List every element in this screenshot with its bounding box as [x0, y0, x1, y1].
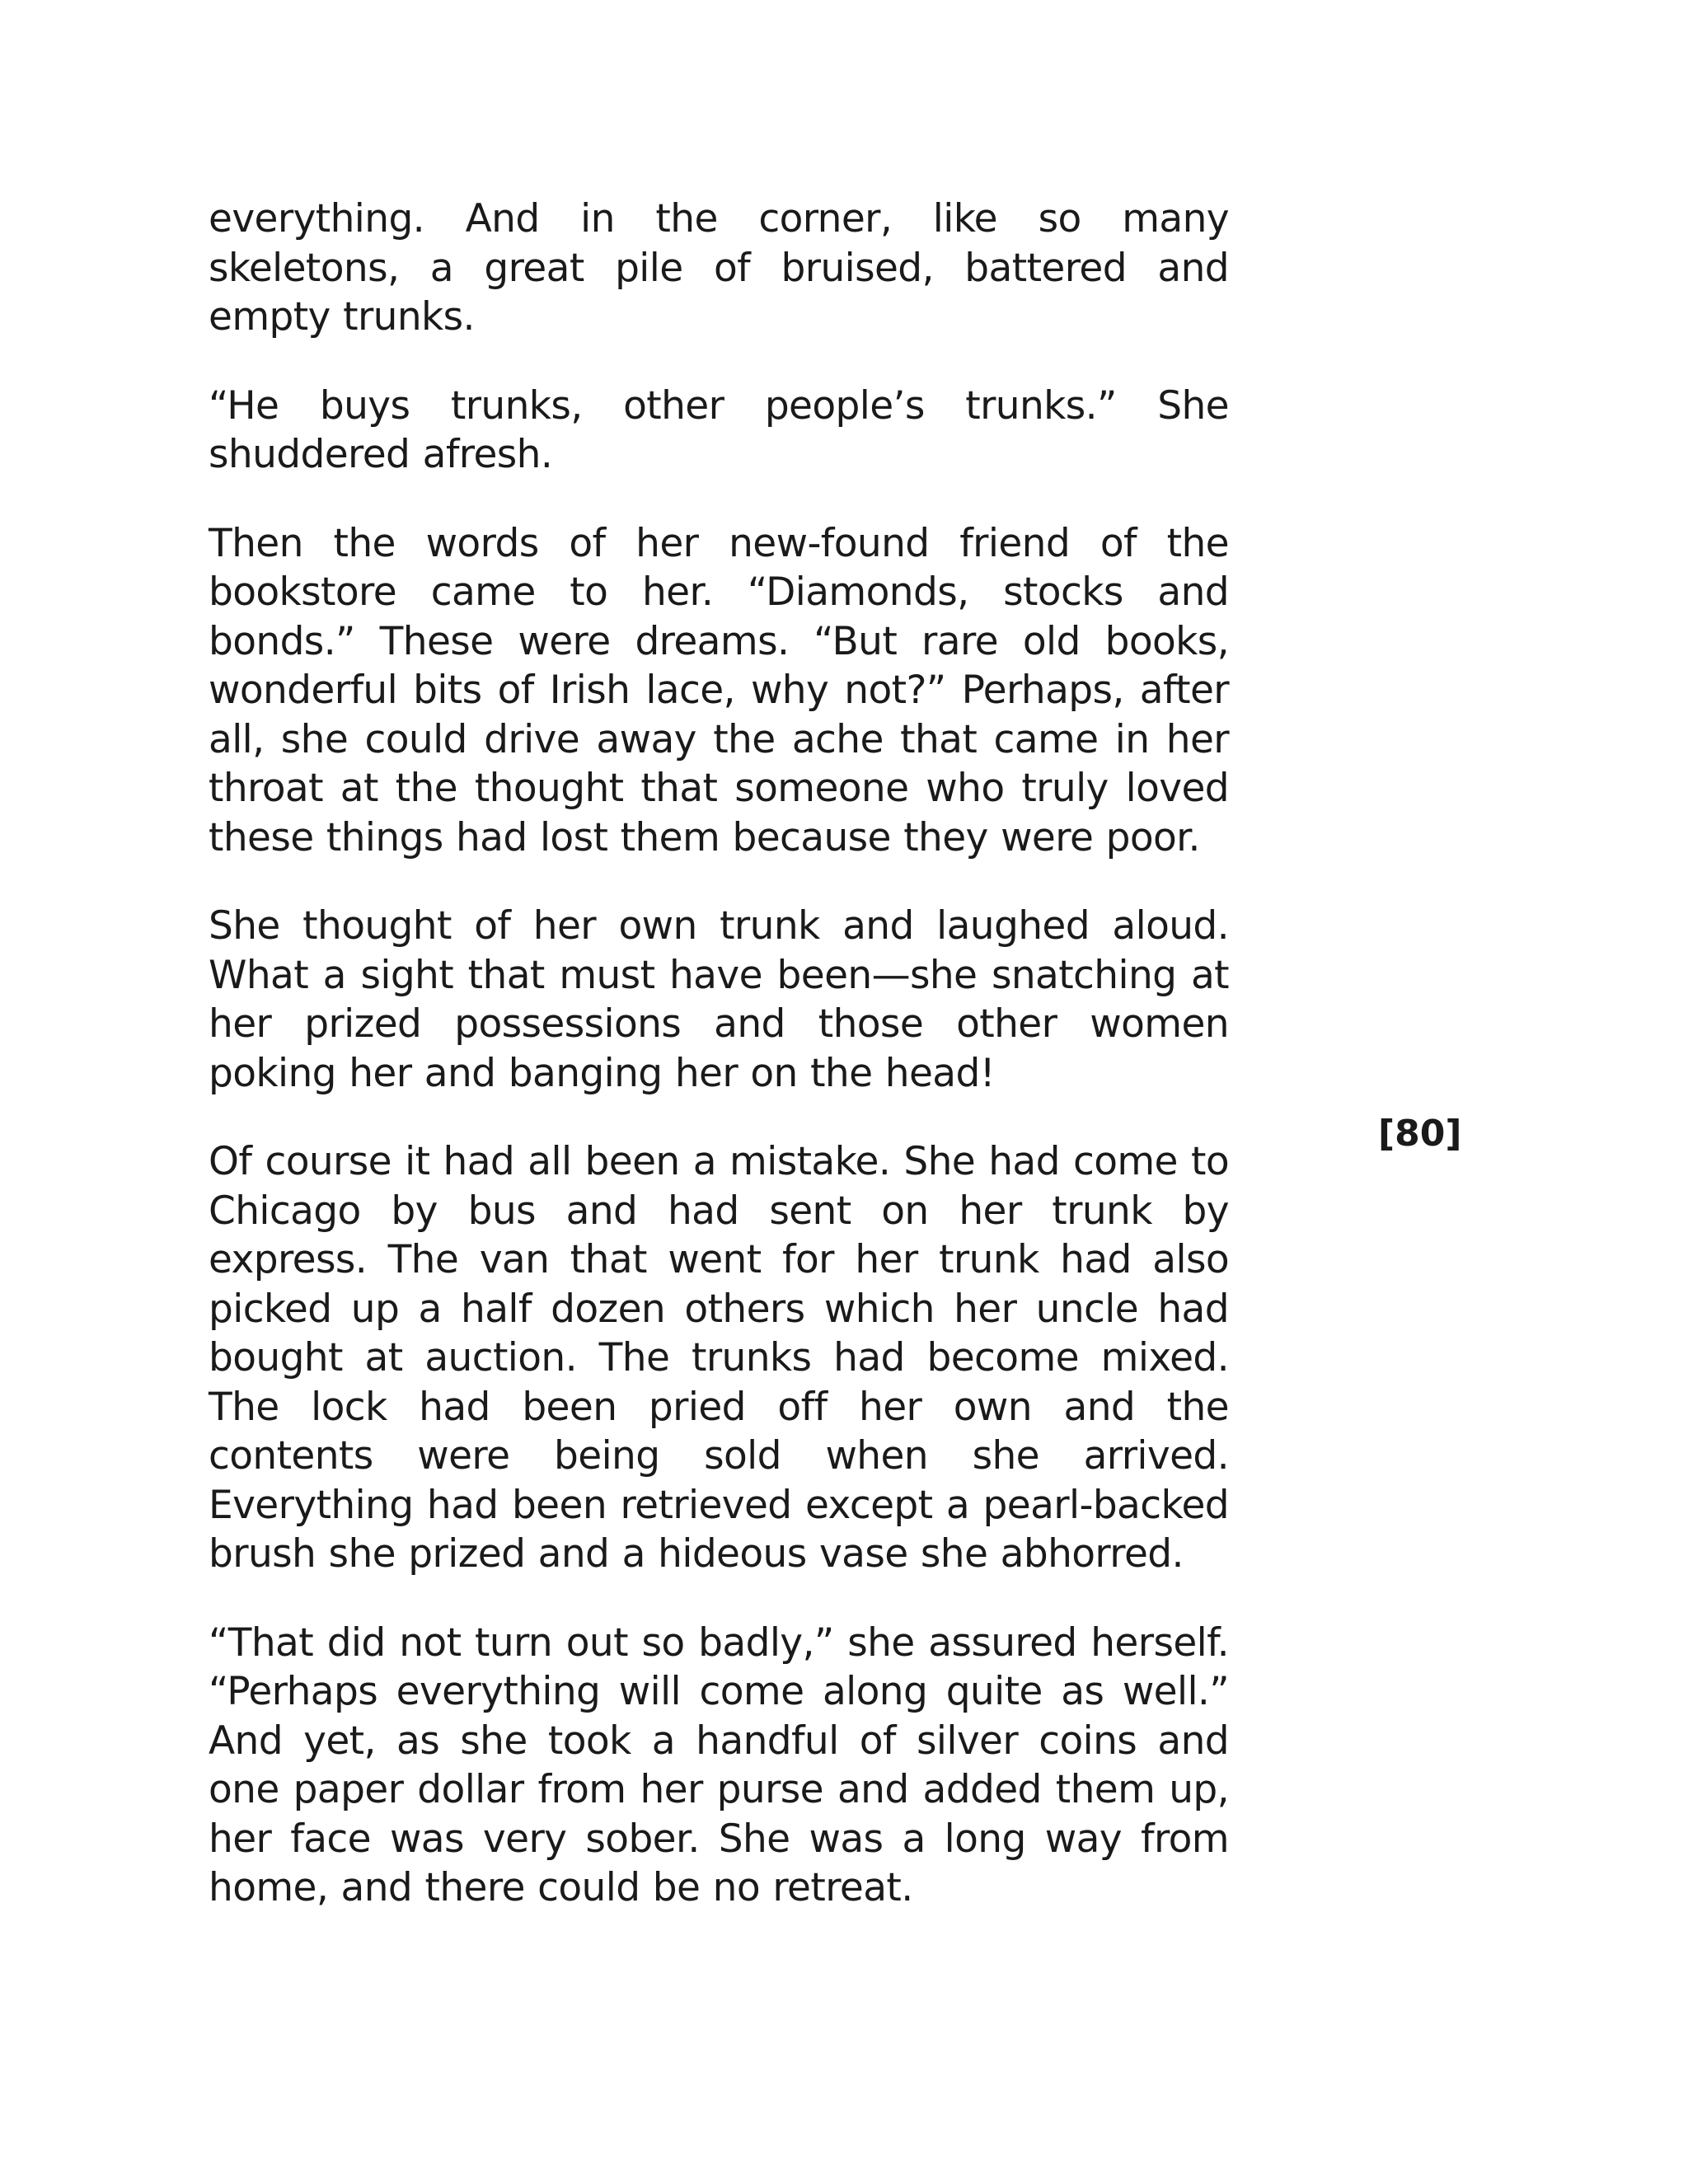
paragraph-6: “That did not turn out so badly,” she assured herself. “Perhaps everything will come along quite as well.” And yet, as she took a handful of silver coins and one paper dollar from her purse and added them up, her face was very sober. She was a long way from home, and there could be no retreat. [209, 1619, 1229, 1910]
paragraph-2: “He buys trunks, other people’s trunks.” She shuddered afresh. [209, 382, 1229, 477]
paragraph-4: She thought of her own trunk and laughed aloud. What a sight that must have been—she snatching at her prized possessions and those other women poking her and banging her on the head! [209, 903, 1229, 1096]
body-text [209, 194, 1229, 1952]
page-number: [80] [1378, 1113, 1462, 1155]
paragraph-1: everything. And in the corner, like so many skeletons, a great pile of bruised, battered and empty trunks. [209, 196, 1229, 340]
paragraph-3: Then the words of her new-found friend of the bookstore came to her. “Diamonds, stocks and bonds.” These were dreams. “But rare old books, wonderful bits of Irish lace, why not?” Perhaps, after all, she could drive away the ache that came in her throat at the thought that someone who truly loved these things had lost them because they were poor. [209, 520, 1229, 860]
paragraph-5: Of course it had all been a mistake. She had come to Chicago by bus and had sent on her trunk by express. The van that went for her trunk had also picked up a half dozen others which her uncle had bought at auction. The trunks had become mixed. The lock had been pried off her own and the contents were being sold when she arrived. Everything had been retrieved except a pearl-backed brush she prized and a hideous vase she abhorred. [209, 1139, 1229, 1577]
